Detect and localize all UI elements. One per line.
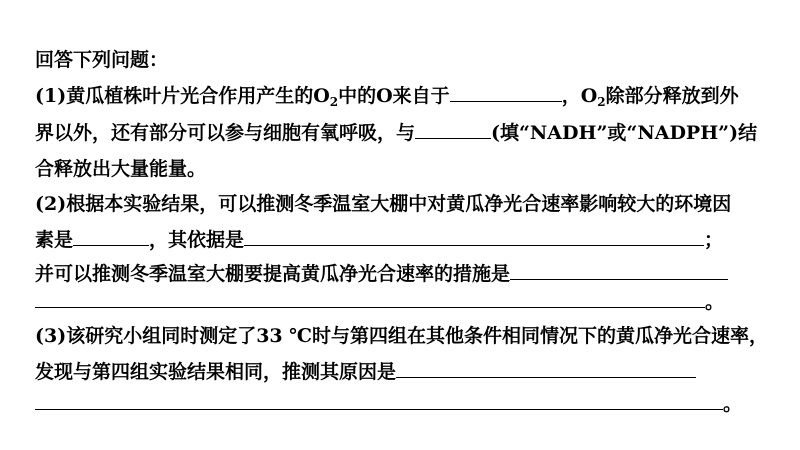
q1-text-f: (填“NADH”或“NADPH”)结	[491, 122, 758, 144]
q1-text-g: 合释放出大量能量。	[35, 158, 207, 180]
q2-text-b: 素是	[35, 229, 74, 251]
q3-line-1	[35, 322, 768, 350]
q2-line-1	[35, 190, 731, 218]
q1-line-3	[35, 155, 206, 183]
q1-line-1	[35, 82, 739, 110]
q2-line-2	[35, 226, 723, 254]
q1-text-b: 中的O来自于	[338, 85, 450, 107]
q2-text-a: 根据本实验结果，可以推测冬季温室大棚中对黄瓜净光合速率影响较大的环境因	[66, 193, 732, 215]
q3-text-b: 发现与第四组实验结果相同，推测其原因是	[35, 361, 397, 383]
q1-text-d: 除部分释放到外	[605, 85, 739, 107]
q2-blank-factor[interactable]	[73, 227, 149, 246]
q3-blank-reason-cont[interactable]	[35, 391, 723, 410]
q3-line-3	[35, 390, 742, 418]
q3-number: (3)	[35, 325, 67, 347]
q2-blank-measure-cont[interactable]	[35, 289, 705, 308]
intro-line	[35, 46, 168, 74]
q2-blank-evidence[interactable]	[244, 227, 704, 246]
q2-line-4	[35, 288, 724, 316]
q3-end-mark: 。	[723, 393, 743, 415]
q1-text-e: 界以外，还有部分可以参与细胞有氧呼吸，与	[35, 122, 416, 144]
q1-number: (1)	[35, 85, 67, 107]
q2-line-3	[35, 260, 728, 288]
q1-text-a: 黄瓜植株叶片光合作用产生的O	[66, 85, 330, 107]
o2-subscript-2: 2	[597, 95, 606, 109]
q2-blank-measure[interactable]	[510, 261, 728, 280]
q1-line-2	[35, 119, 757, 147]
q1-text-c: ，O	[561, 85, 598, 107]
q3-blank-reason[interactable]	[396, 359, 696, 378]
q2-text-e: 并可以推测冬季温室大棚要提高黄瓜净光合速率的措施是	[35, 263, 511, 285]
q1-blank-oxygen-source[interactable]	[450, 83, 562, 102]
q2-text-c: ，其依据是	[149, 229, 245, 251]
q1-blank-nadh[interactable]	[415, 120, 491, 139]
q3-line-2	[35, 358, 696, 386]
o2-subscript: 2	[329, 95, 339, 109]
q2-number: (2)	[35, 193, 67, 215]
intro-text: 回答下列问题：	[35, 49, 169, 71]
q2-text-d: ；	[704, 229, 724, 251]
q2-end-mark: 。	[705, 291, 725, 313]
q3-text-a: 该研究小组同时测定了33 ℃时与第四组在其他条件相同情况下的黄瓜净光合速率，	[66, 325, 769, 347]
